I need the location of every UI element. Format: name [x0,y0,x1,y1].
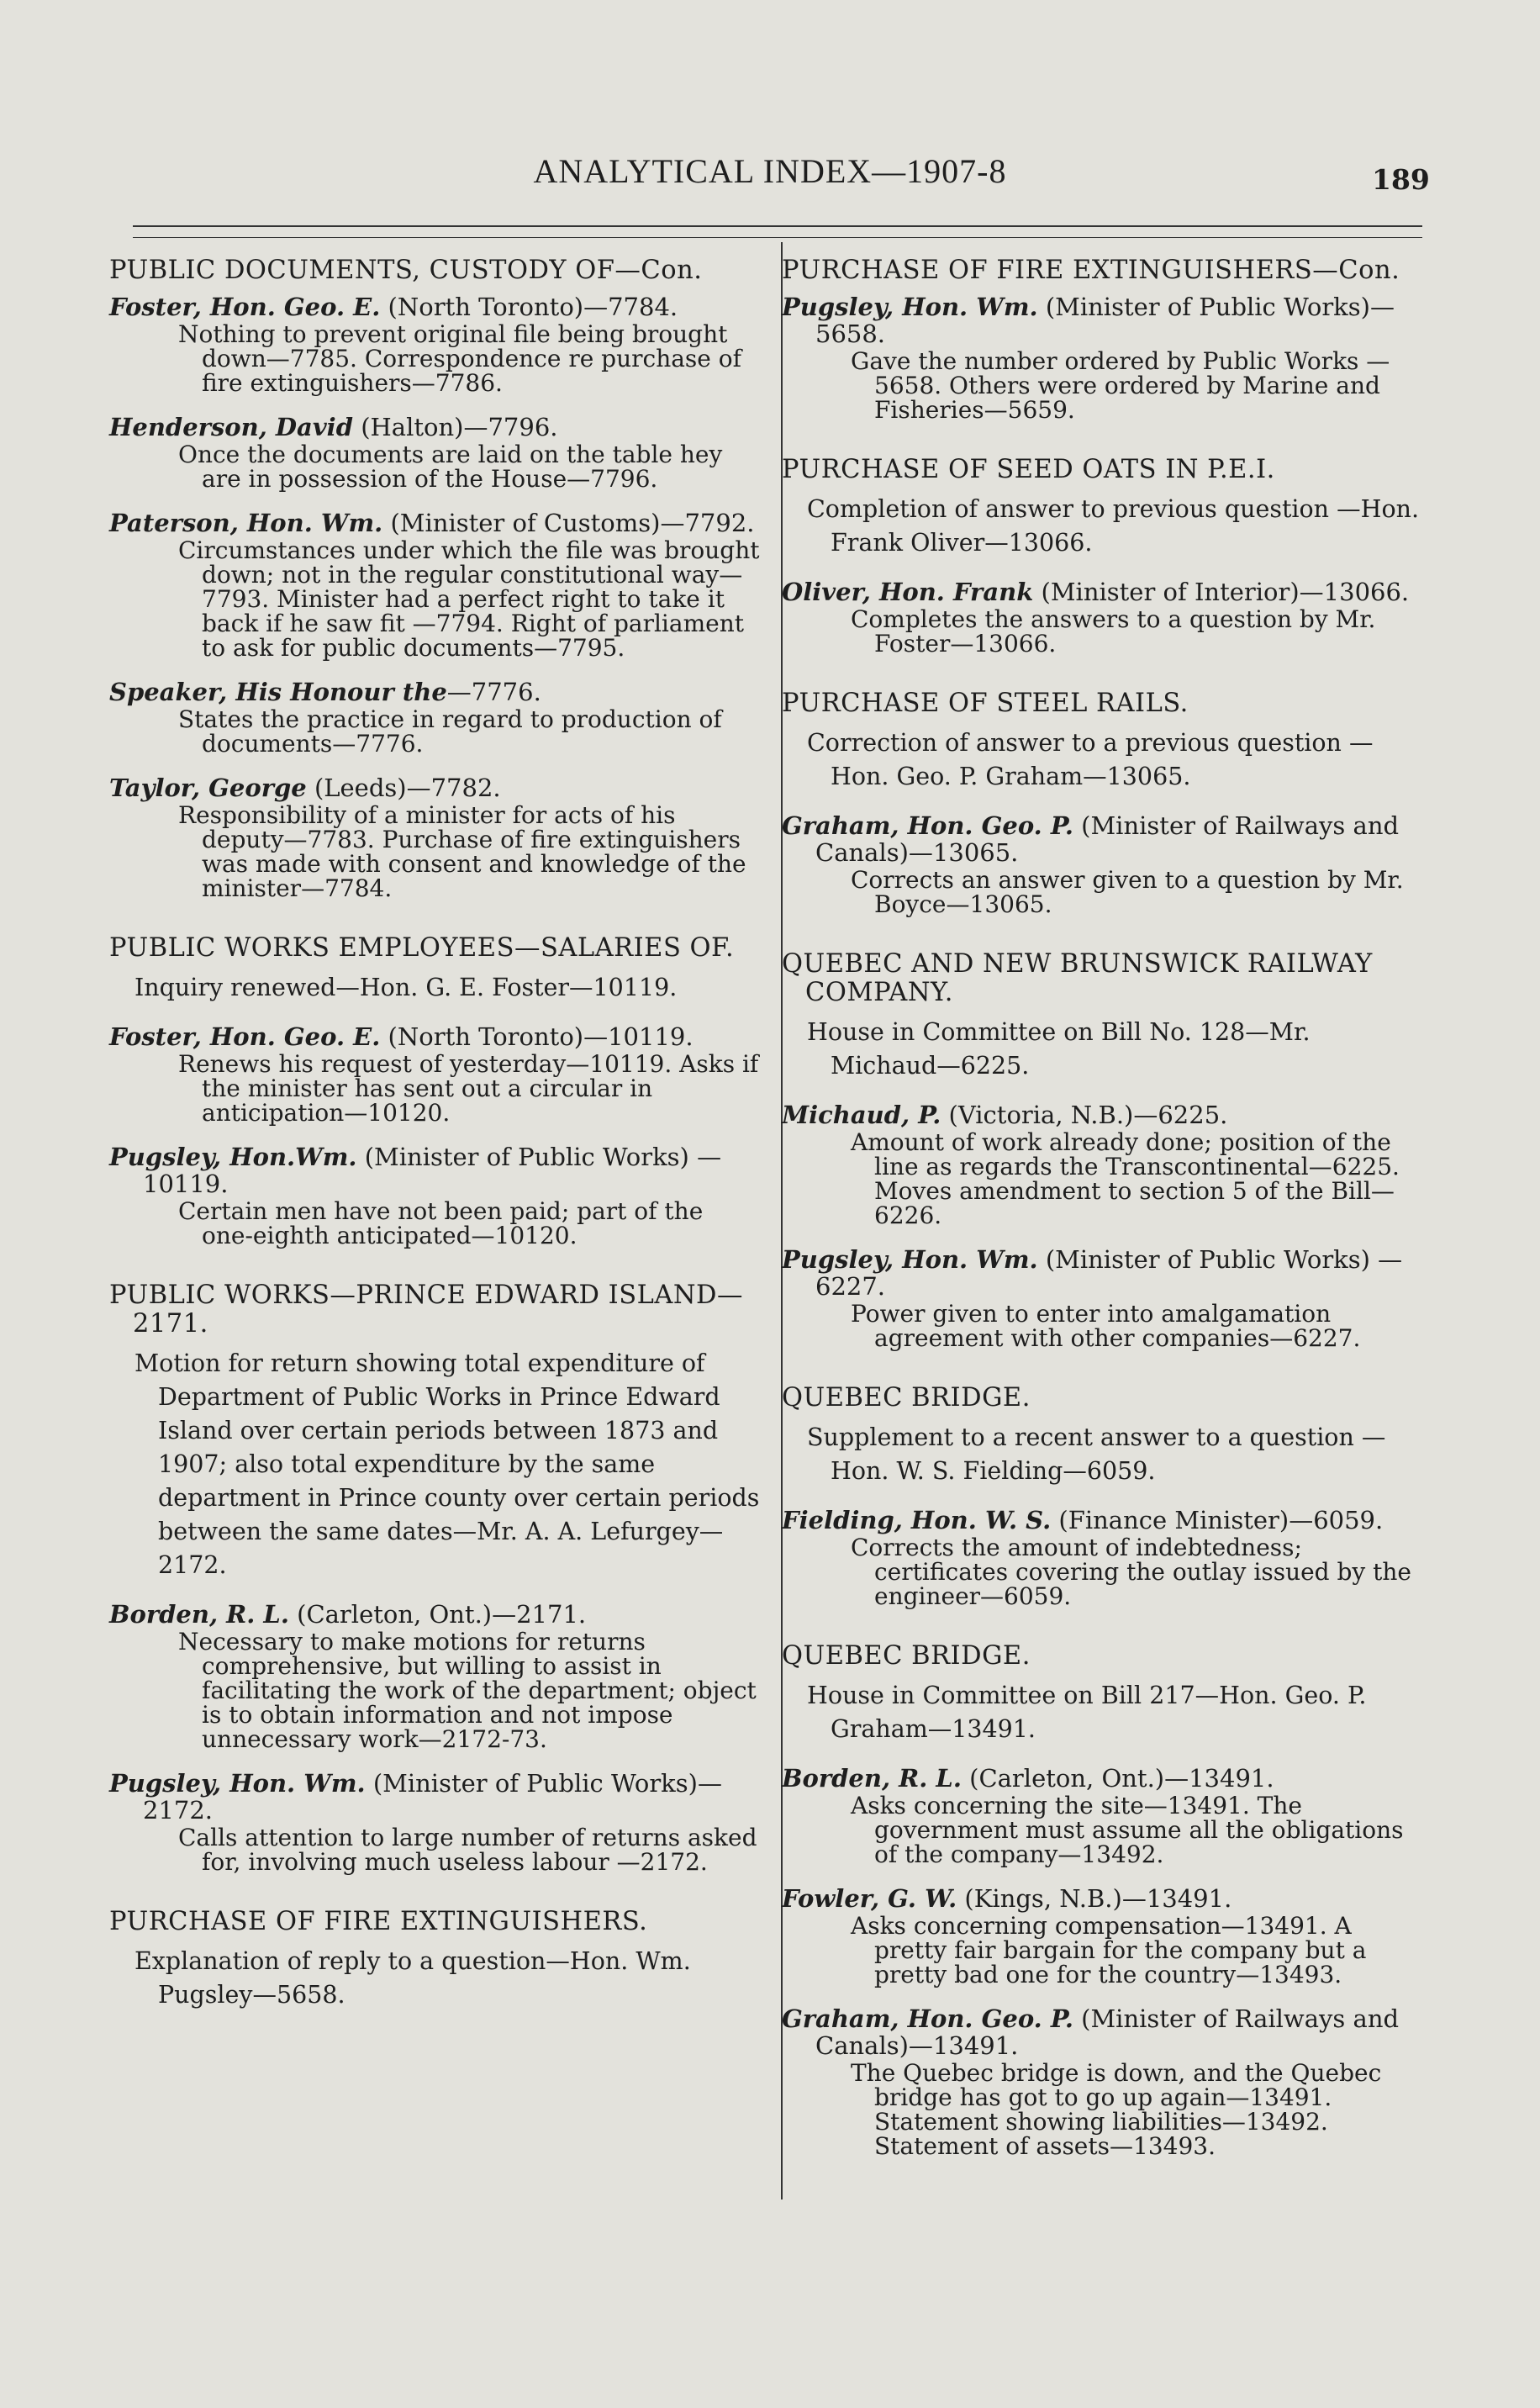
speaker-line [782,1765,1421,1792]
index-entry [782,1384,1421,1608]
header-rule-thick [133,225,1422,227]
speaker-line [782,293,1421,347]
speaker-description: Gave the number ordered by Public Works —5658. Others were ordered by Marine and Fisheries—5659. [851,347,1390,424]
speaker-description: Power given to enter into amalgamation agreement with other companies—6227. [851,1300,1361,1352]
speaker-entry [782,1765,1421,1867]
index-entry [782,689,1421,916]
entry-motion: Supplement to a recent answer to a question —Hon. W. S. Fielding—6059. [807,1423,1386,1485]
speaker-description: Circumstances under which the file was brought down; not in the regular constitutional way—7793. Minister had a perfect right to take it back if he saw fit —7794. Right of parliament to ask for public documents—7795. [178,536,760,662]
index-entry [782,256,1421,422]
speaker-info: (Carleton, Ont.)—2171. [288,1600,587,1629]
speaker-name: Graham, Hon. Geo. P. [782,2004,1073,2033]
speaker-line [109,293,761,320]
speaker-entry [109,1023,761,1125]
speaker-entry [782,1101,1421,1228]
speaker-entry [109,774,761,900]
entry-motion: Motion for return showing total expenditure of Department of Public Works in Prince Edward Island over certain periods between 1873 and 1907; also total expenditure by the same department in Prince county over certain periods between the same dates—Mr. A. A. Lefurgey—2172. [134,1349,760,1579]
speaker-line [109,679,761,705]
speaker-line [109,414,761,441]
speaker-entry [782,812,1421,916]
speaker-description: States the practice in regard to production of documents—7776. [178,705,722,758]
entry-motion: Explanation of reply to a question—Hon. Wm. Pugsley—5658. [134,1947,691,2009]
speaker-info: (Halton)—7796. [352,413,558,441]
index-entry [782,1642,1421,2158]
speaker-description: Corrects an answer given to a question by Mr. Boyce—13065. [851,866,1404,918]
speaker-description: Nothing to prevent original file being brought down—7785. Correspondence re purchase of fire extinguishers—7786. [178,320,741,397]
speaker-name: Pugsley, Hon. Wm. [782,293,1038,321]
speaker-entry [782,1885,1421,1987]
speaker-description: Completes the answers to a question by Mr. Foster—13066. [851,605,1376,657]
speaker-name: Fielding, Hon. W. S. [782,1506,1052,1534]
entry-heading: PURCHASE OF STEEL RAILS. [782,689,1189,718]
speaker-info: (Finance Minister)—6059. [1051,1506,1384,1534]
entry-heading: QUEBEC BRIDGE. [782,1641,1031,1671]
speaker-info: (Minister of Railways and Canals)—13491. [815,2004,1400,2060]
speaker-entry [109,414,761,491]
running-title: ANALYTICAL INDEX—1907-8 [533,152,1007,190]
speaker-name: Taylor, George [109,774,307,802]
entry-motion: House in Committee on Bill No. 128—Mr. Michaud—6225. [807,1018,1311,1080]
page-number: 189 [1372,163,1430,196]
speaker-description: Necessary to make motions for returns comprehensive, but willing to assist in facilitating the work of the department; object is to obtain information and not impose unnecessary work—2172-73. [178,1628,757,1753]
speaker-line [782,1885,1421,1912]
speaker-info: (Kings, N.B.)—13491. [957,1884,1232,1913]
entry-heading: PUBLIC WORKS EMPLOYEES—SALARIES OF. [109,933,735,963]
speaker-line [109,1143,761,1197]
speaker-name: Oliver, Hon. Frank [782,578,1034,606]
speaker-line [109,1770,761,1824]
speaker-line [782,812,1421,866]
speaker-entry [109,1770,761,1874]
index-entry [782,456,1421,656]
entry-heading: PURCHASE OF FIRE EXTINGUISHERS. [109,1907,648,1936]
speaker-description: Amount of work already done; position of the line as regards the Transcontinental—6225. Moves amendment to section 5 of the Bill—6226. [851,1128,1400,1229]
entry-heading: QUEBEC BRIDGE. [782,1383,1031,1413]
speaker-entry [109,1601,761,1751]
speaker-name: Pugsley, Hon.Wm. [109,1143,357,1171]
speaker-name: Pugsley, Hon. Wm. [109,1769,366,1798]
speaker-entry [782,578,1421,656]
speaker-description: Certain men have not been paid; part of the one-eighth anticipated—10120. [178,1197,704,1249]
speaker-info: (Minister of Public Works)—2172. [143,1769,722,1824]
speaker-info: (Minister of Public Works) —10119. [143,1143,722,1198]
speaker-entry [782,293,1421,422]
speaker-entry [782,2005,1421,2158]
page-header [0,151,1540,202]
speaker-description: Renews his request of yesterday—10119. Asks if the minister has sent out a circular in anticipation—10120. [178,1050,759,1127]
index-entry [109,934,761,1248]
speaker-description: Corrects the amount of indebtedness; certificates covering the outlay issued by the engineer—6059. [851,1534,1411,1610]
speaker-line [782,2005,1421,2059]
entry-heading: PUBLIC WORKS—PRINCE EDWARD ISLAND—2171. [109,1281,744,1339]
speaker-description: Once the documents are laid on the table hey are in possession of the House—7796. [178,441,723,493]
speaker-name: Speaker, His Honour the [109,678,447,706]
speaker-info: (Minister of Railways and Canals)—13065. [815,811,1400,867]
speaker-entry [109,510,761,660]
speaker-description: Responsibility of a minister for acts of his deputy—7783. Purchase of fire extinguishers was made with consent and knowledge of the minister—7784. [178,801,746,902]
speaker-name: Borden, R. L. [109,1600,289,1629]
speaker-name: Pugsley, Hon. Wm. [782,1245,1038,1274]
entry-motion: Correction of answer to a previous question —Hon. Geo. P. Graham—13065. [807,729,1374,790]
right-column [782,256,1421,2192]
speaker-info: (Minister of Public Works) —6227. [815,1245,1403,1301]
speaker-info: (North Toronto)—7784. [380,293,678,321]
speaker-line [109,1023,761,1050]
speaker-line [782,1507,1421,1534]
entry-motion: Inquiry renewed—Hon. G. E. Foster—10119. [134,974,678,1001]
speaker-info: (Minister of Interior)—13066. [1033,578,1410,606]
speaker-name: Borden, R. L. [782,1764,962,1793]
speaker-name: Henderson, David [109,413,353,441]
speaker-name: Michaud, P. [782,1101,941,1129]
speaker-info: —7776. [446,678,541,706]
speaker-description: Asks concerning compensation—13491. A pretty fair bargain for the company but a pretty bad one for the country—13493. [851,1912,1367,1988]
speaker-info: (Leeds)—7782. [306,774,501,802]
speaker-line [782,1246,1421,1300]
speaker-entry [109,679,761,756]
speaker-line [109,1601,761,1628]
speaker-info: (Carleton, Ont.)—13491. [961,1764,1274,1793]
entry-motion: House in Committee on Bill 217—Hon. Geo. P. Graham—13491. [807,1682,1367,1743]
speaker-name: Fowler, G. W. [782,1884,957,1913]
entry-heading: PUBLIC DOCUMENTS, CUSTODY OF—Con. [109,256,703,285]
entry-heading: QUEBEC AND NEW BRUNSWICK RAILWAY COMPANY. [782,949,1373,1007]
header-rule-thin [133,237,1422,238]
speaker-info: (Victoria, N.B.)—6225. [941,1101,1228,1129]
speaker-name: Foster, Hon. Geo. E. [109,1022,381,1051]
speaker-info: (Minister of Customs)—7792. [382,509,755,537]
index-entry [109,256,761,900]
speaker-description: The Quebec bridge is down, and the Quebec bridge has got to go up again—13491. Statement showing liabilities—13492. Statement of assets—13493. [851,2059,1382,2160]
speaker-line [782,578,1421,605]
index-entry [782,950,1421,1350]
index-entry [109,1908,761,2012]
speaker-entry [782,1507,1421,1608]
speaker-line [109,774,761,801]
index-entry [109,1281,761,1874]
speaker-line [109,510,761,536]
entry-heading: PURCHASE OF FIRE EXTINGUISHERS—Con. [782,256,1400,285]
entry-heading: PURCHASE OF SEED OATS IN P.E.I. [782,455,1275,484]
entry-motion: Completion of answer to previous question —Hon. Frank Oliver—13066. [807,495,1420,557]
speaker-info: (North Toronto)—10119. [380,1022,694,1051]
speaker-entry [109,293,761,395]
speaker-description: Asks concerning the site—13491. The government must assume all the obligations of the company—13492. [851,1792,1404,1868]
speaker-line [782,1101,1421,1128]
speaker-name: Graham, Hon. Geo. P. [782,811,1073,840]
speaker-description: Calls attention to large number of returns asked for, involving much useless labour —2172. [178,1824,757,1876]
left-column [109,256,761,2046]
speaker-entry [109,1143,761,1248]
speaker-entry [782,1246,1421,1350]
speaker-name: Paterson, Hon. Wm. [109,509,383,537]
speaker-info: (Minister of Public Works)—5658. [815,293,1395,348]
speaker-name: Foster, Hon. Geo. E. [109,293,381,321]
